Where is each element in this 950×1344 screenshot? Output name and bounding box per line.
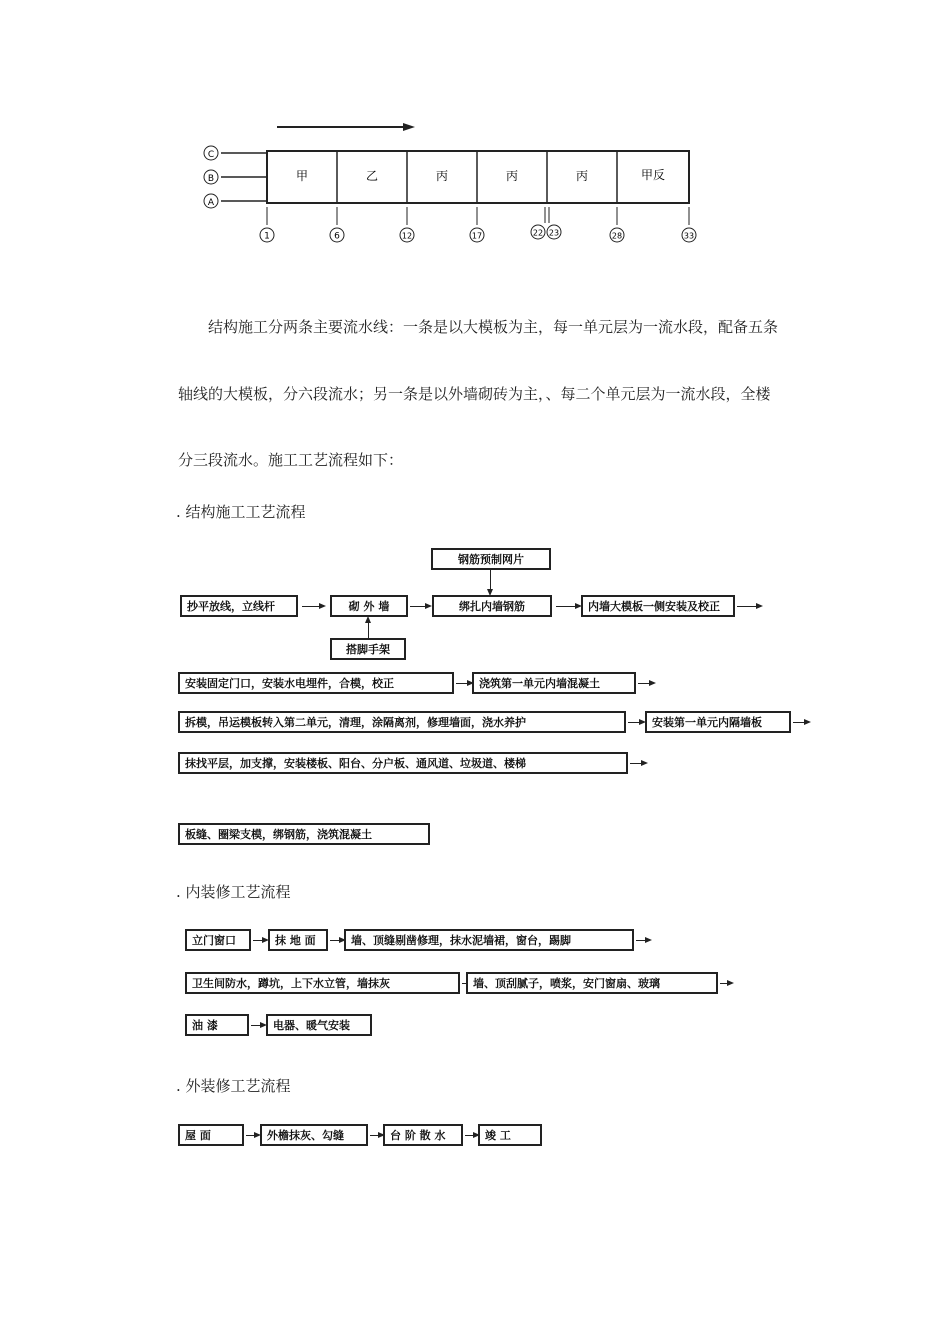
structure-step-survey: 抄平放线，立线杆 [180,595,298,617]
axis-b-text: B [207,174,215,184]
interior-step-electrical: 电器、暖气安装 [266,1014,372,1036]
structure-step-formwork: 内墙大模板一侧安装及校正 [581,595,735,617]
exterior-step-steps: 台 阶 散 水 [383,1124,463,1146]
interior-step-frame: 立门窗口 [185,929,251,951]
gridline-28: 28 [611,231,623,241]
arrow-i2 [330,940,340,941]
exterior-step-plaster: 外檐抹灰、勾缝 [260,1124,368,1146]
gridline-6: 6 [334,231,340,242]
pipeline-diagram [195,115,725,250]
arrow-e1 [246,1135,255,1136]
paragraph-line-2: 轴线的大模板，分六段流水；另一条是以外墙砌砖为主，、每二个单元层为一流水段，全楼 [178,385,771,403]
rebar-mesh-box: 钢筋预制网片 [431,548,551,570]
arrow-s4 [737,606,757,607]
axis-a-text: A [207,198,215,208]
arrow-s1 [302,606,320,607]
axis-label-a [204,194,218,208]
structure-step-pour-wall: 浇筑第一单元内墙混凝土 [472,672,636,694]
arrow-e2 [370,1135,379,1136]
interior-step-paint: 油 漆 [185,1014,249,1036]
gridline-labels [260,225,696,242]
gridline-23: 23 [548,228,560,238]
arrow-s7 [628,722,640,723]
section-strip [267,151,689,203]
arrow-s2 [410,606,426,607]
arrow-i6 [251,1025,261,1026]
interior-step-wall-repair: 墙、顶缝剔凿修理，抹水泥墙裙，窗台，踢脚 [344,929,634,951]
interior-heading: . 内装修工艺流程 [176,883,291,901]
exterior-step-complete: 竣 工 [478,1124,542,1146]
axis-lines [221,153,267,201]
arrow-scaffold-up [368,622,369,638]
arrow-s8 [793,722,805,723]
gridline-17: 17 [471,231,483,241]
axis-c-text: C [207,150,215,160]
structure-step-rebar: 绑扎内墙钢筋 [432,595,552,617]
section-cell-5: 丙 [575,169,589,183]
section-cell-4: 丙 [505,169,519,183]
arrow-s3 [556,606,576,607]
structure-step-slab: 抹找平层，加支撑，安装楼板、阳台、分户板、通风道、垃圾道、楼梯 [178,752,628,774]
section-cell-1: 甲 [295,169,309,183]
interior-step-floor: 抹 地 面 [268,929,328,951]
structure-step-demold: 拆模，吊运模板转入第二单元，清理，涂隔离剂，修理墙面，浇水养护 [178,711,626,733]
exterior-step-roof: 屋 面 [178,1124,244,1146]
arrow-s5 [456,683,468,684]
structure-step-masonry: 砌 外 墙 [330,595,408,617]
scaffold-box: 搭脚手架 [330,638,406,660]
gridline-12: 12 [401,231,413,241]
arrow-i1 [253,940,263,941]
gridline-33: 33 [683,231,695,241]
direction-arrow-head [403,123,415,131]
arrow-i5 [720,983,728,984]
section-cell-2: 乙 [365,169,379,183]
arrow-e3 [465,1135,474,1136]
exterior-heading: . 外装修工艺流程 [176,1077,291,1095]
structure-heading: . 结构施工工艺流程 [176,503,306,521]
interior-step-bathroom: 卫生间防水，蹲坑，上下水立管，墙抹灰 [185,972,460,994]
structure-step-doorframe: 安装固定门口，安装水电埋件，合模，校正 [178,672,454,694]
axis-label-c [204,146,218,160]
paragraph-line-3: 分三段流水。施工工艺流程如下： [178,451,404,469]
gridline-22: 22 [532,228,544,238]
section-cell-3: 丙 [435,169,449,183]
section-cell-6: 甲反 [640,168,666,182]
structure-step-partition: 安装第一单元内隔墙板 [645,711,791,733]
arrow-i3 [636,940,646,941]
paragraph-line-1: 结构施工分两条主要流水线：一条是以大模板为主，每一单元层为一流水段，配备五条 [208,318,779,336]
arrow-s9 [630,763,642,764]
gridline-ticks [267,207,689,225]
gridline-1: 1 [264,231,270,242]
structure-step-ringbeam: 板缝、圈梁支模，绑钢筋，浇筑混凝土 [178,823,430,845]
arrow-s6 [638,683,650,684]
interior-step-putty: 墙、顶刮腻子，喷浆，安门窗扇、玻璃 [466,972,718,994]
axis-label-b [204,170,218,184]
arrow-mesh-down [490,570,491,590]
